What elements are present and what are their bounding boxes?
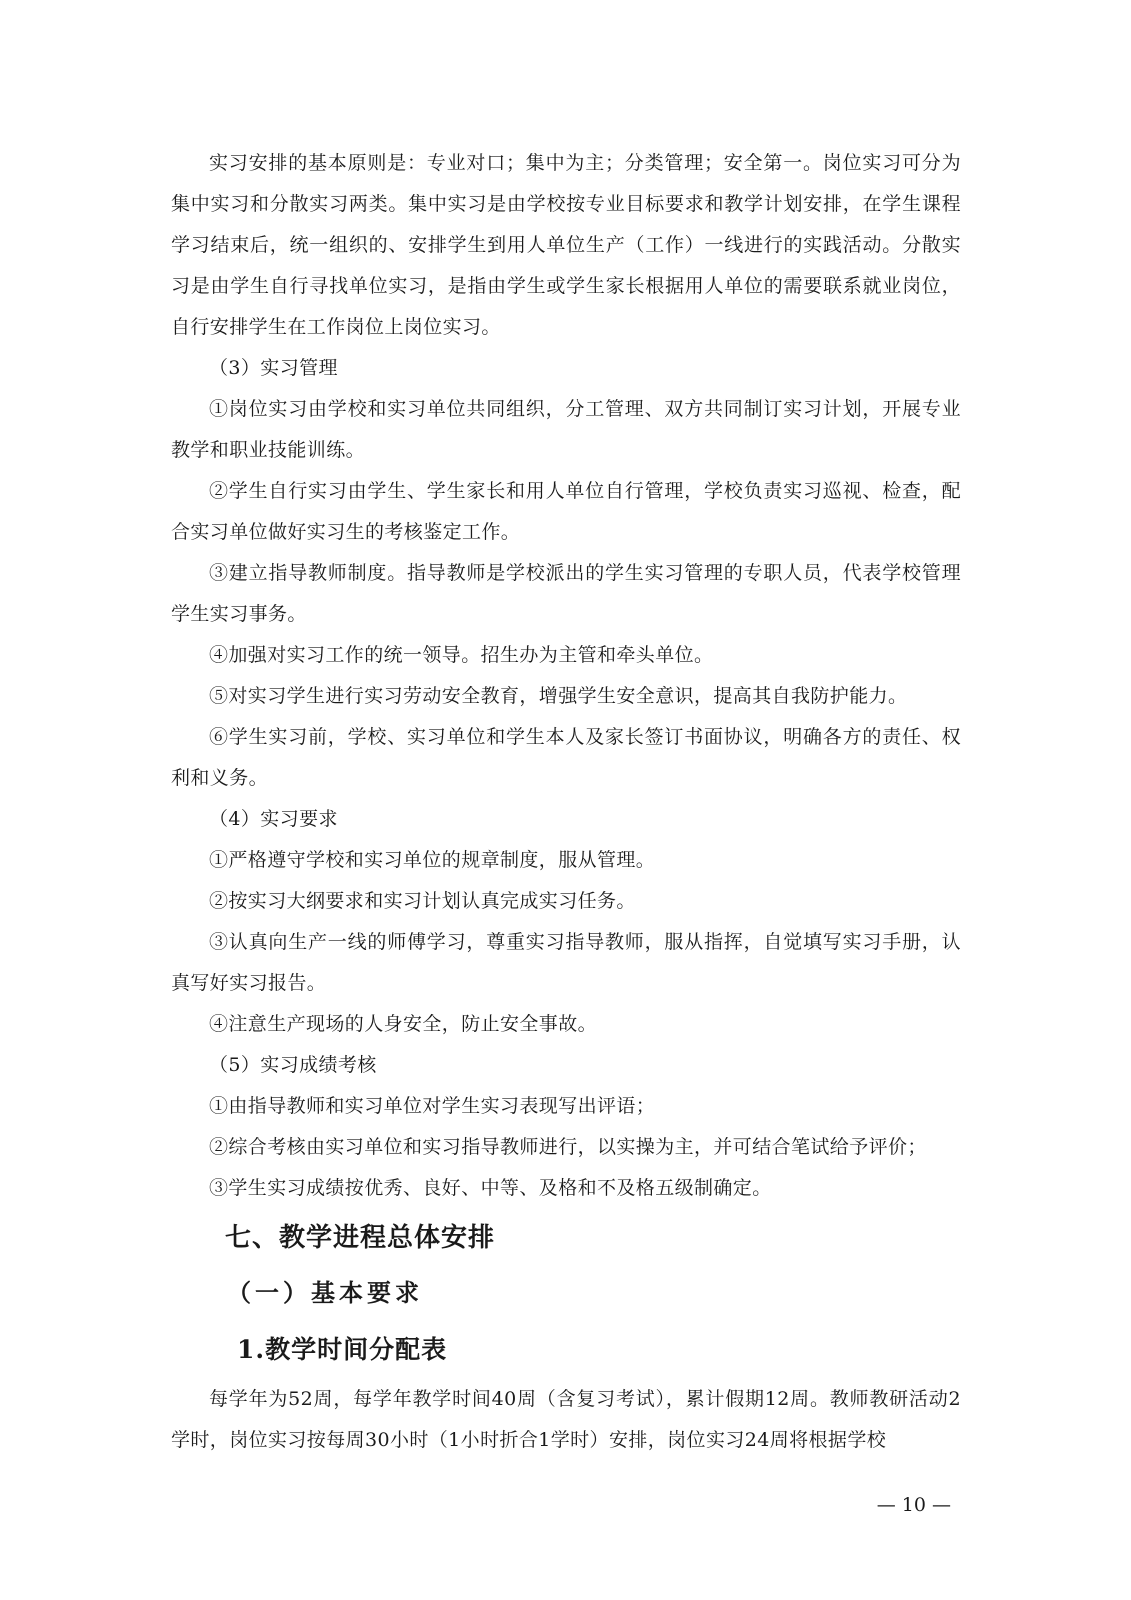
management-item-3: ③建立指导教师制度。指导教师是学校派出的学生实习管理的专职人员，代表学校管理学生实习事务。 [171, 562, 961, 625]
requirement-item-2: ②按实习大纲要求和实习计划认真完成实习任务。 [209, 890, 636, 912]
heading-internship-assessment: （5）实习成绩考核 [209, 1054, 377, 1076]
assessment-item-2: ②综合考核由实习单位和实习指导教师进行，以实操为主，并可结合笔试给予评价； [209, 1136, 927, 1158]
requirement-item-3: ③认真向生产一线的师傅学习，尊重实习指导教师，服从指挥，自觉填写实习手册，认真写好实习报告。 [171, 931, 961, 994]
heading-internship-requirements: （4）实习要求 [209, 808, 338, 830]
subsection-heading-basic-requirements: （一）基本要求 [227, 1279, 423, 1307]
paragraph-teaching-time: 每学年为52周，每学年教学时间40周（含复习考试），累计假期12周。教师教研活动2学时，岗位实习按每周30小时（1小时折合1学时）安排，岗位实习24周将根据学校 [171, 1388, 961, 1451]
management-item-4: ④加强对实习工作的统一领导。招生办为主管和牵头单位。 [209, 644, 714, 666]
assessment-item-1: ①由指导教师和实习单位对学生实习表现写出评语； [209, 1095, 656, 1117]
requirement-item-1: ①严格遵守学校和实习单位的规章制度，服从管理。 [209, 849, 656, 871]
page-content [171, 143, 961, 1461]
requirement-item-4: ④注意生产现场的人身安全，防止安全事故。 [209, 1013, 598, 1035]
chapter-heading-teaching-schedule: 七、教学进程总体安排 [225, 1223, 496, 1253]
assessment-item-3: ③学生实习成绩按优秀、良好、中等、及格和不及格五级制确定。 [209, 1177, 772, 1199]
management-item-1: ①岗位实习由学校和实习单位共同组织，分工管理、双方共同制订实习计划，开展专业教学和职业技能训练。 [171, 398, 961, 461]
item-heading-time-allocation: 1.教学时间分配表 [237, 1335, 448, 1364]
paragraph-internship-principles: 实习安排的基本原则是：专业对口；集中为主；分类管理；安全第一。岗位实习可分为集中实习和分散实习两类。集中实习是由学校按专业目标要求和教学计划安排，在学生课程学习结束后，统一组织的、安排学生到用人单位生产（工作）一线进行的实践活动。分散实习是由学生自行寻找单位实习，是指由学生或学生家长根据用人单位的需要联系就业岗位，自行安排学生在工作岗位上岗位实习。 [171, 152, 961, 338]
management-item-2: ②学生自行实习由学生、学生家长和用人单位自行管理，学校负责实习巡视、检查，配合实习单位做好实习生的考核鉴定工作。 [171, 480, 961, 543]
management-item-5: ⑤对实习学生进行实习劳动安全教育，增强学生安全意识，提高其自我防护能力。 [209, 685, 908, 707]
management-item-6: ⑥学生实习前，学校、实习单位和学生本人及家长签订书面协议，明确各方的责任、权利和义务。 [171, 726, 961, 789]
page-number: — 10 — [876, 1494, 951, 1516]
heading-internship-management: （3）实习管理 [209, 357, 338, 379]
